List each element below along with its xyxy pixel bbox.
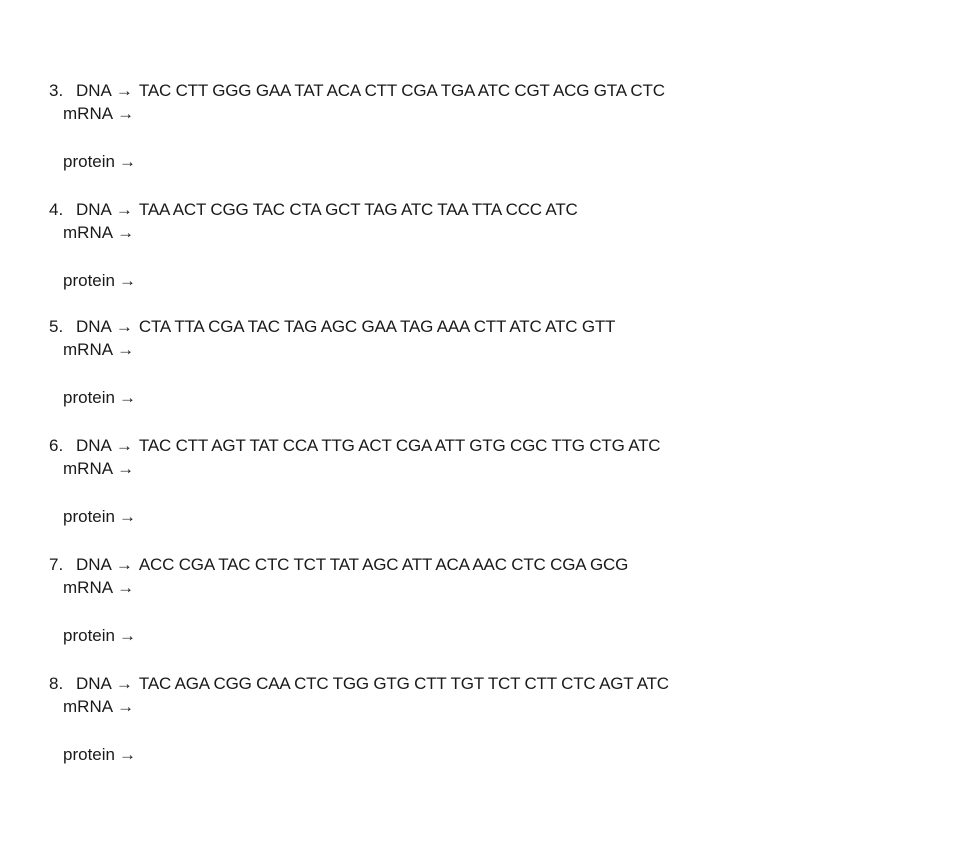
protein-label: protein (63, 271, 115, 290)
problem-number: 8. (49, 674, 64, 693)
dna-line (49, 673, 669, 695)
dna-sequence: TAC CTT AGT TAT CCA TTG ACT CGA ATT GTG CGC TTG CTG ATC (138, 436, 661, 455)
dna-sequence: TAA ACT CGG TAC CTA GCT TAG ATC TAA TTA CCC ATC (138, 200, 578, 219)
arrow-right-icon: → (117, 223, 135, 242)
mrna-answer-row (63, 458, 140, 480)
arrow-right-icon: → (118, 388, 136, 407)
arrow-right-icon: → (118, 152, 136, 171)
problem-3 (0, 80, 958, 180)
dna-label: DNA (76, 555, 112, 574)
arrow-right-icon: → (117, 697, 135, 716)
mrna-answer-row (63, 222, 140, 244)
problem-number: 7. (49, 555, 64, 574)
dna-line (49, 435, 660, 457)
problem-8 (0, 673, 958, 773)
protein-answer-row (63, 387, 142, 409)
protein-answer-row (63, 625, 142, 647)
dna-line (49, 80, 665, 102)
protein-answer-row (63, 151, 142, 173)
mrna-label: mRNA (63, 697, 114, 716)
problem-number: 5. (49, 317, 64, 336)
dna-sequence: CTA TTA CGA TAC TAG AGC GAA TAG AAA CTT ATC ATC GTT (138, 317, 616, 336)
protein-label: protein (63, 388, 115, 407)
arrow-right-icon: → (118, 271, 136, 290)
dna-sequence: TAC CTT GGG GAA TAT ACA CTT CGA TGA ATC CGT ACG GTA CTC (138, 81, 665, 100)
protein-answer-row (63, 744, 142, 766)
arrow-right-icon: → (118, 745, 136, 764)
dna-sequence: ACC CGA TAC CTC TCT TAT AGC ATT ACA AAC CTC CGA GCG (138, 555, 629, 574)
arrow-right-icon: → (115, 555, 133, 574)
arrow-right-icon: → (117, 104, 135, 123)
protein-answer-row (63, 270, 142, 292)
dna-line (49, 316, 615, 338)
problem-5 (0, 316, 958, 416)
arrow-right-icon: → (118, 507, 136, 526)
mrna-label: mRNA (63, 459, 114, 478)
arrow-right-icon: → (118, 626, 136, 645)
arrow-right-icon: → (115, 674, 133, 693)
problem-number: 6. (49, 436, 64, 455)
protein-answer-row (63, 506, 142, 528)
mrna-label: mRNA (63, 104, 114, 123)
dna-line (49, 554, 628, 576)
problem-4 (0, 199, 958, 299)
protein-label: protein (63, 626, 115, 645)
dna-label: DNA (76, 317, 112, 336)
problem-6 (0, 435, 958, 535)
mrna-answer-row (63, 577, 140, 599)
protein-label: protein (63, 745, 115, 764)
mrna-answer-row (63, 696, 140, 718)
mrna-answer-row (63, 339, 140, 361)
arrow-right-icon: → (115, 200, 133, 219)
mrna-label: mRNA (63, 340, 114, 359)
arrow-right-icon: → (115, 436, 133, 455)
mrna-label: mRNA (63, 578, 114, 597)
dna-label: DNA (76, 200, 112, 219)
problem-number: 3. (49, 81, 64, 100)
dna-label: DNA (76, 436, 112, 455)
dna-label: DNA (76, 81, 112, 100)
protein-label: protein (63, 507, 115, 526)
dna-line (49, 199, 578, 221)
mrna-answer-row (63, 103, 140, 125)
arrow-right-icon: → (115, 317, 133, 336)
arrow-right-icon: → (115, 81, 133, 100)
dna-sequence: TAC AGA CGG CAA CTC TGG GTG CTT TGT TCT CTT CTC AGT ATC (138, 674, 669, 693)
arrow-right-icon: → (117, 578, 135, 597)
arrow-right-icon: → (117, 459, 135, 478)
problem-number: 4. (49, 200, 64, 219)
arrow-right-icon: → (117, 340, 135, 359)
problem-7 (0, 554, 958, 654)
dna-label: DNA (76, 674, 112, 693)
mrna-label: mRNA (63, 223, 114, 242)
protein-label: protein (63, 152, 115, 171)
